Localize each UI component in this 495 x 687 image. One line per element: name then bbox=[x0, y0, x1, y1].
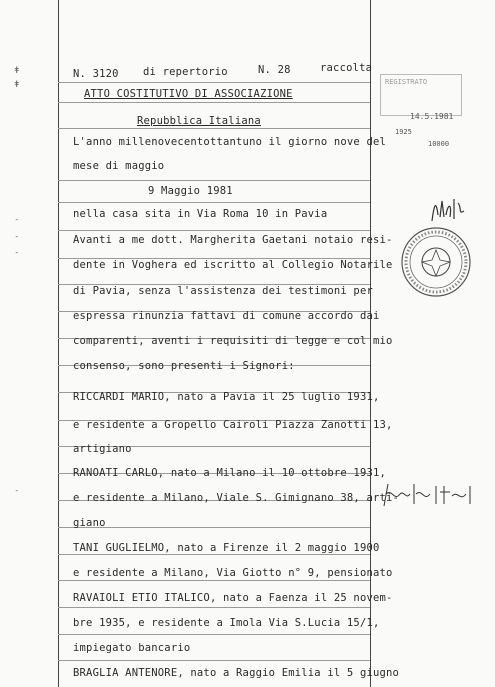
margin-tick: ˗ bbox=[14, 248, 20, 258]
body-line: e residente a Milano, Viale S. Gimignano 38, arti- bbox=[73, 492, 400, 504]
body-line: L'anno millenovecentottantuno il giorno nove del bbox=[73, 136, 387, 148]
body-line: Avanti a me dott. Margherita Gaetani notaio resi- bbox=[73, 234, 393, 246]
notary-signature bbox=[380, 480, 480, 510]
left-margin-rule bbox=[58, 0, 59, 687]
body-line: giano bbox=[73, 517, 106, 529]
registration-ref: 1925 bbox=[395, 128, 412, 136]
margin-tick: ˗ bbox=[14, 215, 20, 225]
ruled-line bbox=[58, 128, 370, 129]
ruled-line bbox=[58, 202, 370, 203]
body-line: nella casa sita in Via Roma 10 in Pavia bbox=[73, 208, 328, 220]
body-line: BRAGLIA ANTENORE, nato a Raggio Emilia il 5 giugno bbox=[73, 667, 400, 679]
body-line: bre 1935, e residente a Imola Via S.Lucia 15/1, bbox=[73, 617, 380, 629]
body-line: e residente a Gropello Cairoli Piazza Zanotti 13, bbox=[73, 419, 393, 431]
registration-stamp bbox=[380, 74, 462, 116]
margin-tick: ˗ bbox=[14, 232, 20, 242]
body-line: e residente a Milano, Via Giotto n° 9, pensionato bbox=[73, 567, 393, 579]
ruled-line bbox=[58, 634, 370, 635]
ruled-line bbox=[58, 660, 370, 661]
body-line: mese di maggio bbox=[73, 160, 165, 172]
ruled-line bbox=[58, 180, 370, 181]
ruled-line bbox=[58, 82, 370, 83]
body-line: 9 Maggio 1981 bbox=[148, 185, 233, 197]
body-line: espressa rinunzia fattavi di comune accordo dai bbox=[73, 310, 380, 322]
registration-amount: 10000 bbox=[428, 140, 450, 148]
body-line: TANI GUGLIELMO, nato a Firenze il 2 maggio 1900 bbox=[73, 542, 380, 554]
margin-tick: ǂ bbox=[14, 80, 20, 90]
notary-seal-icon bbox=[400, 226, 472, 298]
body-line: dente in Voghera ed iscritto al Collegio Notarile bbox=[73, 259, 393, 271]
ruled-line bbox=[58, 554, 370, 555]
stamp-header: REGISTRATO bbox=[385, 78, 428, 86]
document-title: ATTO COSTITUTIVO DI ASSOCIAZIONE bbox=[84, 88, 293, 100]
republic-heading: Repubblica Italiana bbox=[137, 115, 261, 127]
body-line: RICCARDI MARIO, nato a Pavia il 25 luglio 1931, bbox=[73, 391, 380, 403]
ruled-line bbox=[58, 580, 370, 581]
body-line: artigiano bbox=[73, 443, 132, 455]
ruled-line bbox=[58, 230, 370, 231]
registration-date: 14.5.1981 bbox=[410, 112, 454, 121]
raccolta-label: raccolta bbox=[320, 62, 373, 74]
margin-tick: ˗ bbox=[14, 486, 20, 496]
notary-initials-signature bbox=[428, 195, 468, 225]
body-line: di Pavia, senza l'assistenza dei testimoni per bbox=[73, 285, 373, 297]
body-line: comparenti, aventi i requisiti di legge e col mio bbox=[73, 335, 393, 347]
ruled-line bbox=[58, 102, 370, 103]
body-line: RANOATI CARLO, nato a Milano il 10 ottobre 1931, bbox=[73, 467, 387, 479]
repertorio-label: di repertorio bbox=[143, 66, 228, 78]
ruled-line bbox=[58, 607, 370, 608]
repertorio-number: N. 3120 bbox=[73, 68, 119, 80]
body-line: impiegato bancario bbox=[73, 642, 191, 654]
margin-tick: ǂ bbox=[14, 66, 20, 76]
body-line: consenso, sono presenti i Signori: bbox=[73, 360, 295, 372]
raccolta-number: N. 28 bbox=[258, 64, 291, 76]
body-line: RAVAIOLI ETIO ITALICO, nato a Faenza il 25 novem- bbox=[73, 592, 393, 604]
